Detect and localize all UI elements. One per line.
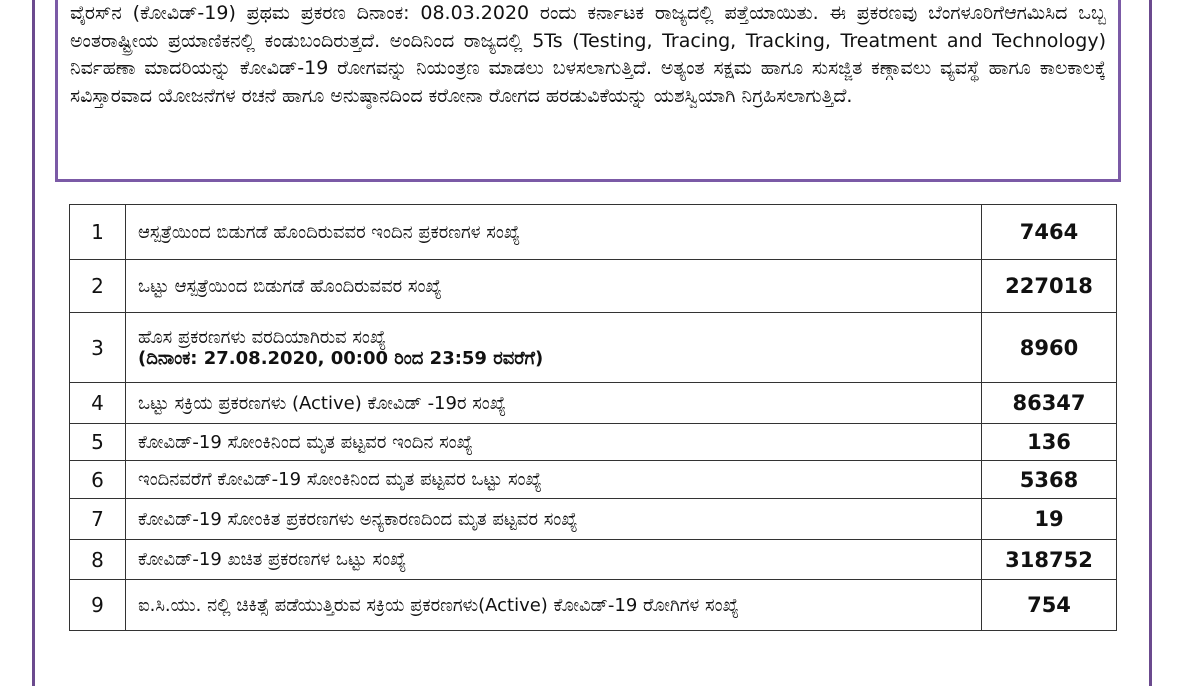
row-value: 7464 (982, 205, 1117, 260)
row-number: 8 (70, 540, 126, 580)
table-row (70, 383, 1117, 424)
row-description: ಐ.ಸಿ.ಯು. ನಲ್ಲಿ ಚಿಕಿತ್ಸೆ ಪಡೆಯುತ್ತಿರುವ ಸಕ್ರಿಯ ಪ್ರಕರಣಗಳು(Active) ಕೋವಿಡ್-19 ರೋಗಿಗಳ ಸಂಖ್ಯೆ (126, 580, 982, 631)
row-number: 7 (70, 499, 126, 540)
row-value: 19 (982, 499, 1117, 540)
intro-paragraph-box (55, 0, 1121, 182)
row-description: ಹೊಸ ಪ್ರಕರಣಗಳು ವರದಿಯಾಗಿರುವ ಸಂಖ್ಯೆ (138, 326, 387, 348)
row-value: 8960 (982, 313, 1117, 383)
row-value: 5368 (982, 461, 1117, 499)
table-row (70, 580, 1117, 631)
row-description: ಇಂದಿನವರೆಗೆ ಕೋವಿಡ್-19 ಸೋಂಕಿನಿಂದ ಮೃತ ಪಟ್ಟವರ ಒಟ್ಟು ಸಂಖ್ಯೆ (126, 461, 982, 499)
table-row (70, 205, 1117, 260)
row-description: ಒಟ್ಟು ಸಕ್ರಿಯ ಪ್ರಕರಣಗಳು (Active) ಕೋವಿಡ್ -19ರ ಸಂಖ್ಯೆ (126, 383, 982, 424)
row-description: ಕೋವಿಡ್-19 ಖಚಿತ ಪ್ರಕರಣಗಳ ಒಟ್ಟು ಸಂಖ್ಯೆ (126, 540, 982, 580)
table-row (70, 424, 1117, 461)
row-description: ಕೋವಿಡ್-19 ಸೋಂಕಿನಿಂದ ಮೃತ ಪಟ್ಟವರ ಇಂದಿನ ಸಂಖ್ಯೆ (126, 424, 982, 461)
row-number: 1 (70, 205, 126, 260)
table-row (70, 540, 1117, 580)
row-number: 4 (70, 383, 126, 424)
row-description-date-range: (ದಿನಾಂಕ: 27.08.2020, 00:00 ರಿಂದ 23:59 ರವರೆಗೆ) (138, 347, 544, 369)
table-row (70, 461, 1117, 499)
row-number: 3 (70, 313, 126, 383)
row-description: ಕೋವಿಡ್-19 ಸೋಂಕಿತ ಪ್ರಕರಣಗಳು ಅನ್ಯಕಾರಣದಿಂದ ಮೃತ ಪಟ್ಟವರ ಸಂಖ್ಯೆ (126, 499, 982, 540)
row-value: 318752 (982, 540, 1117, 580)
row-value: 754 (982, 580, 1117, 631)
row-number: 5 (70, 424, 126, 461)
row-description: ಆಸ್ಪತ್ರೆಯಿಂದ ಬಿಡುಗಡೆ ಹೊಂದಿರುವವರ ಇಂದಿನ ಪ್ರಕರಣಗಳ ಸಂಖ್ಯೆ (126, 205, 982, 260)
row-number: 2 (70, 260, 126, 313)
row-number: 6 (70, 461, 126, 499)
table-row (70, 499, 1117, 540)
table-row (70, 260, 1117, 313)
covid-stats-table (69, 204, 1117, 631)
row-description: ಒಟ್ಟು ಆಸ್ಪತ್ರೆಯಿಂದ ಬಿಡುಗಡೆ ಹೊಂದಿರುವವರ ಸಂಖ್ಯೆ (126, 260, 982, 313)
row-value: 227018 (982, 260, 1117, 313)
row-number: 9 (70, 580, 126, 631)
table-row (70, 313, 1117, 383)
intro-paragraph: ವೈರಸ್‌ನ (ಕೋವಿಡ್-19) ಪ್ರಥಮ ಪ್ರಕರಣ ದಿನಾಂಕ: 08.03.2020 ರಂದು ಕರ್ನಾಟಕ ರಾಜ್ಯದಲ್ಲಿ ಪತ್ತೆಯಾಯಿತು. ಈ ಪ್ರಕರಣವು ಬೆಂಗಳೂರಿಗೆಆಗಮಿಸಿದ ಒಬ್ಬ ಅಂತರಾಷ್ಟ್ರೀಯ ಪ್ರಯಾಣಿಕನಲ್ಲಿ ಕಂಡುಬಂದಿರುತ್ತದೆ. ಅಂದಿನಿಂದ ರಾಜ್ಯದಲ್ಲಿ 5Ts (Testing, Tracing, Tracking, Treatment and Technology) ನಿರ್ವಹಣಾ ಮಾದರಿಯನ್ನು ಕೋವಿಡ್-19 ರೋಗವನ್ನು ನಿಯಂತ್ರಣ ಮಾಡಲು ಬಳಸಲಾಗುತ್ತಿದೆ. ಅತ್ಯಂತ ಸಕ್ಷಮ ಹಾಗೂ ಸುಸಜ್ಜಿತ ಕಣ್ಗಾವಲು ವ್ಯವಸ್ಥೆ ಹಾಗೂ ಕಾಲಕಾಲಕ್ಕೆ ಸವಿಸ್ತಾರವಾದ ಯೋಜನೆಗಳ ರಚನೆ ಹಾಗೂ ಅನುಷ್ಠಾನದಿಂದ ಕರೋನಾ ರೋಗದ ಹರಡುವಿಕೆಯನ್ನು ಯಶಸ್ವಿಯಾಗಿ ನಿಗ್ರಹಿಸಲಾಗುತ್ತಿದೆ. (70, 2, 1106, 107)
row-value: 136 (982, 424, 1117, 461)
row-value: 86347 (982, 383, 1117, 424)
row-description-cell (126, 313, 982, 383)
